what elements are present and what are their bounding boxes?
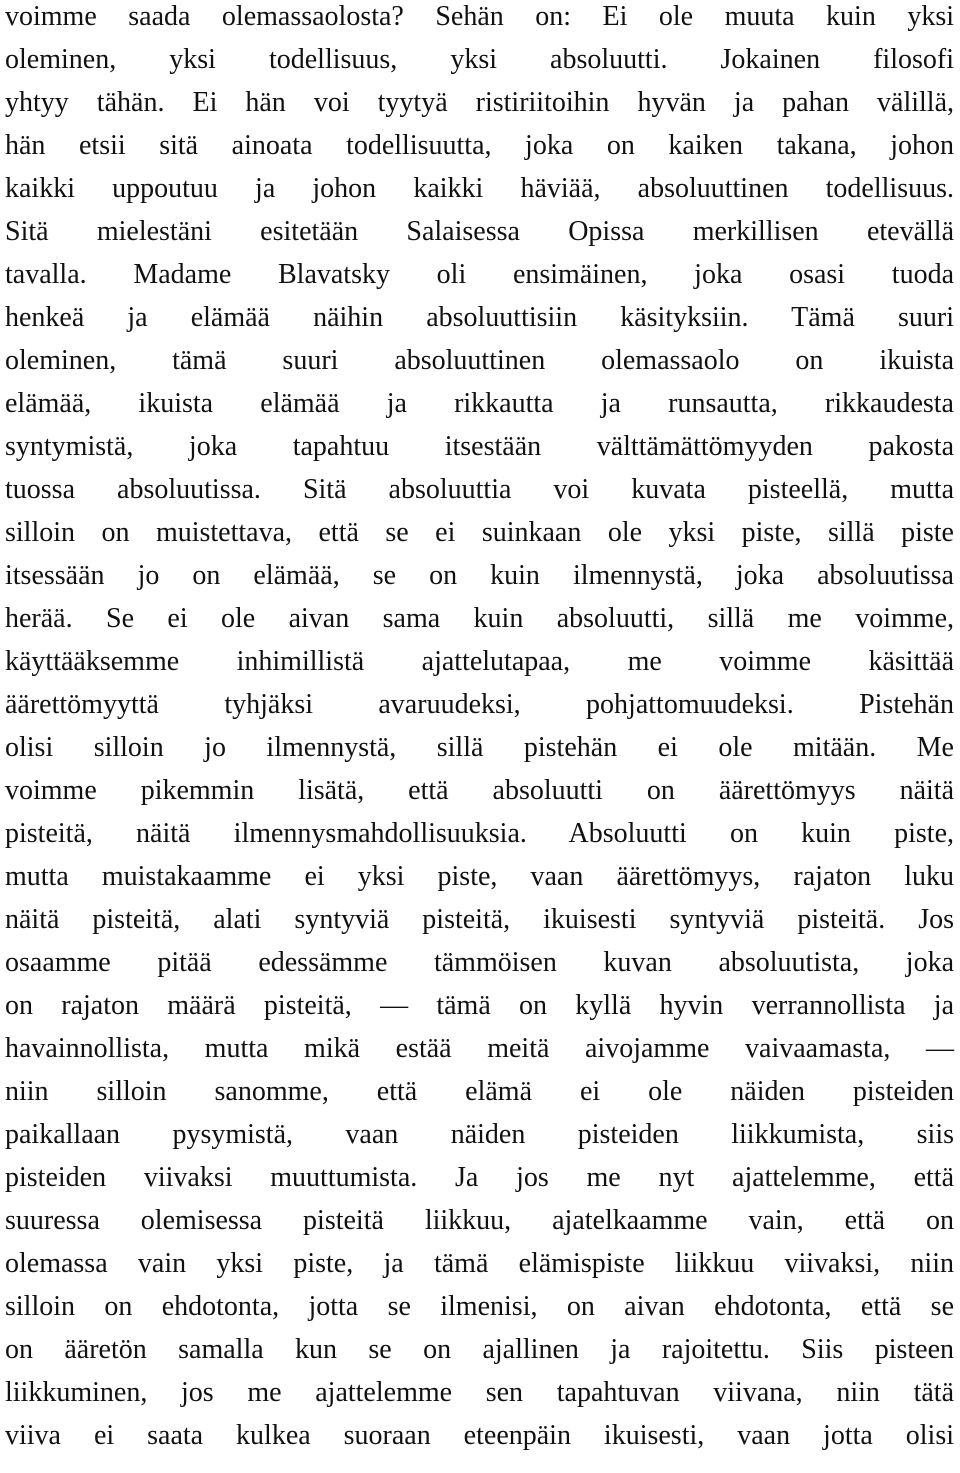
text-line: yhtyy tähän. Ei hän voi tyytyä ristiriitoihin hyvän ja pahan välillä, — [5, 87, 954, 118]
text-line: Sitä mielestäni esitetään Salaisessa Opissa merkillisen etevällä — [5, 216, 954, 247]
text-line: viiva ei saata kulkea suoraan eteenpäin ikuisesti, vaan jotta olisi — [5, 1420, 954, 1451]
text-line: mutta muistakaamme ei yksi piste, vaan äärettömyys, rajaton luku — [5, 861, 954, 892]
text-line: pisteiden viivaksi muuttumista. Ja jos me nyt ajattelemme, että — [5, 1162, 954, 1193]
text-line: olisi silloin jo ilmennystä, sillä pistehän ei ole mitään. Me — [5, 732, 954, 763]
text-line: elämää, ikuista elämää ja rikkautta ja runsautta, rikkaudesta — [5, 388, 954, 419]
text-line: tuossa absoluutissa. Sitä absoluuttia voi kuvata pisteellä, mutta — [5, 474, 954, 505]
text-line: tavalla. Madame Blavatsky oli ensimäinen, joka osasi tuoda — [5, 259, 954, 290]
text-line: osaamme pitää edessämme tämmöisen kuvan absoluutista, joka — [5, 947, 954, 978]
text-line: voimme saada olemassaolosta? Sehän on: Ei ole muuta kuin yksi — [5, 1, 954, 32]
text-line: paikallaan pysymistä, vaan näiden pisteiden liikkumista, siis — [5, 1119, 954, 1150]
text-line: äärettömyyttä tyhjäksi avaruudeksi, pohjattomuudeksi. Pistehän — [5, 689, 954, 720]
text-line: silloin on muistettava, että se ei suinkaan ole yksi piste, sillä piste — [5, 517, 954, 548]
text-line: voimme pikemmin lisätä, että absoluutti on äärettömyys näitä — [5, 775, 954, 806]
text-line: oleminen, yksi todellisuus, yksi absoluutti. Jokainen filosofi — [5, 44, 954, 75]
text-line: itsessään jo on elämää, se on kuin ilmennystä, joka absoluutissa — [5, 560, 954, 591]
text-line: on rajaton määrä pisteitä, — tämä on kyllä hyvin verrannollista ja — [5, 990, 954, 1021]
text-line: olemassa vain yksi piste, ja tämä elämispiste liikkuu viivaksi, niin — [5, 1248, 954, 1279]
text-line: suuressa olemisessa pisteitä liikkuu, ajatelkaamme vain, että on — [5, 1205, 954, 1236]
text-line: syntymistä, joka tapahtuu itsestään välttämättömyyden pakosta — [5, 431, 954, 462]
text-line: liikkuminen, jos me ajattelemme sen tapahtuvan viivana, niin tätä — [5, 1377, 954, 1408]
text-line: käyttääksemme inhimillistä ajattelutapaa, me voimme käsittää — [5, 646, 954, 677]
text-line: havainnollista, mutta mikä estää meitä aivojamme vaivaamasta, — — [5, 1033, 954, 1064]
text-line: herää. Se ei ole aivan sama kuin absoluutti, sillä me voimme, — [5, 603, 954, 634]
text-line: hän etsii sitä ainoata todellisuutta, joka on kaiken takana, johon — [5, 130, 954, 161]
text-line: niin silloin sanomme, että elämä ei ole näiden pisteiden — [5, 1076, 954, 1107]
text-line: henkeä ja elämää näihin absoluuttisiin käsityksiin. Tämä suuri — [5, 302, 954, 333]
text-line: oleminen, tämä suuri absoluuttinen olemassaolo on ikuista — [5, 345, 954, 376]
text-line: pisteitä, näitä ilmennysmahdollisuuksia. Absoluutti on kuin piste, — [5, 818, 954, 849]
text-line: kaikki uppoutuu ja johon kaikki häviää, absoluuttinen todellisuus. — [5, 173, 954, 204]
text-line: on ääretön samalla kun se on ajallinen ja rajoitettu. Siis pisteen — [5, 1334, 954, 1365]
text-line: silloin on ehdotonta, jotta se ilmenisi, on aivan ehdotonta, että se — [5, 1291, 954, 1322]
text-line: näitä pisteitä, alati syntyviä pisteitä, ikuisesti syntyviä pisteitä. Jos — [5, 904, 954, 935]
